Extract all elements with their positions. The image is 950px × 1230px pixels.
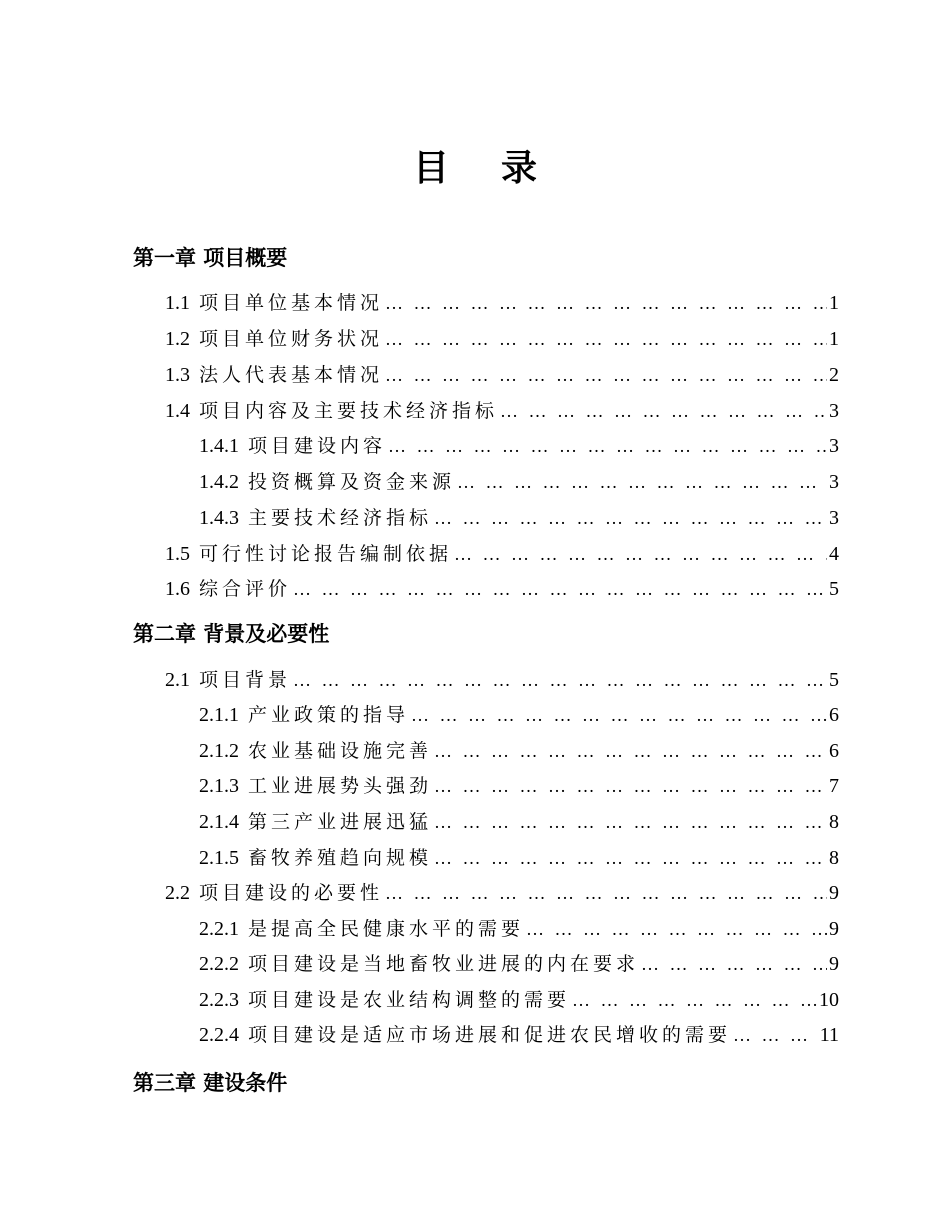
- dot-leader: [500, 396, 827, 426]
- toc-entry-1-6[interactable]: [165, 574, 839, 604]
- dot-leader: [526, 914, 827, 944]
- dot-leader: [454, 539, 827, 569]
- toc-entry-1-1[interactable]: [165, 288, 839, 318]
- toc-entry-page: 10: [819, 989, 839, 1011]
- toc-entry-1-4[interactable]: [165, 396, 839, 426]
- toc-entry-number: 2.2.2: [199, 953, 239, 975]
- toc-entry-2-1-3[interactable]: [199, 771, 839, 801]
- toc-entry-2-2-1[interactable]: [199, 914, 839, 944]
- toc-entry-label: 项目单位基本情况: [199, 292, 384, 314]
- toc-entry-number: 1.5: [165, 543, 190, 565]
- dot-leader: [411, 700, 827, 730]
- dot-leader: [385, 324, 827, 354]
- toc-entry-page: 1: [829, 328, 839, 350]
- dot-leader: [434, 503, 827, 533]
- toc-entry-number: 1.6: [165, 578, 190, 600]
- toc-entry-number: 2.1: [165, 669, 190, 691]
- toc-entry-page: 2: [829, 364, 839, 386]
- toc-entry-1-3[interactable]: [165, 360, 839, 390]
- toc-entry-label: 投资概算及资金来源: [248, 471, 456, 493]
- dot-leader: [385, 360, 827, 390]
- toc-entry-page: 3: [829, 435, 839, 457]
- toc-entry-2-1-1[interactable]: [199, 700, 839, 730]
- toc-entry-page: 3: [829, 400, 839, 422]
- toc-entry-number: 2.2.3: [199, 989, 239, 1011]
- chapter-heading-1[interactable]: 第一章 项目概要: [133, 246, 288, 270]
- toc-entry-page: 5: [829, 669, 839, 691]
- toc-entry-page: 6: [829, 704, 839, 726]
- chapter-heading-3[interactable]: 第三章 建设条件: [133, 1071, 288, 1095]
- toc-entry-number: 2.1.2: [199, 740, 239, 762]
- toc-entry-label: 项目建设内容: [248, 435, 387, 457]
- dot-leader: [293, 574, 827, 604]
- toc-entry-number: 1.4: [165, 400, 190, 422]
- toc-entry-number: 2.2: [165, 882, 190, 904]
- toc-entry-label: 是提高全民健康水平的需要: [248, 918, 525, 940]
- toc-entry-label: 项目单位财务状况: [199, 328, 384, 350]
- toc-entry-label: 主要技术经济指标: [248, 507, 433, 529]
- title-part-1: 目: [412, 148, 449, 189]
- toc-entry-number: 1.4.3: [199, 507, 239, 529]
- toc-entry-2-1-2[interactable]: [199, 736, 839, 766]
- toc-entry-label: 可行性讨论报告编制依据: [199, 543, 453, 565]
- toc-entry-label: 综合评价: [199, 578, 292, 600]
- toc-entry-page: 1: [829, 292, 839, 314]
- dot-leader: [388, 431, 827, 461]
- toc-entry-2-2-4[interactable]: [199, 1020, 839, 1050]
- toc-entry-1-4-2[interactable]: [199, 467, 839, 497]
- toc-entry-number: 1.4.2: [199, 471, 239, 493]
- dot-leader: [434, 807, 827, 837]
- toc-entry-number: 1.1: [165, 292, 190, 314]
- toc-entry-page: 8: [829, 811, 839, 833]
- dot-leader: [434, 771, 827, 801]
- toc-entry-label: 项目内容及主要技术经济指标: [199, 400, 499, 422]
- toc-entry-label: 第三产业进展迅猛: [248, 811, 433, 833]
- toc-entry-1-4-1[interactable]: [199, 431, 839, 461]
- toc-entry-page: 9: [829, 918, 839, 940]
- toc-entry-number: 2.1.1: [199, 704, 239, 726]
- toc-entry-2-1-5[interactable]: [199, 843, 839, 873]
- toc-entry-label: 项目背景: [199, 669, 292, 691]
- toc-entry-number: 1.3: [165, 364, 190, 386]
- toc-entry-label: 项目建设是适应市场进展和促进农民增收的需要: [248, 1024, 732, 1046]
- toc-entry-number: 2.1.5: [199, 847, 239, 869]
- toc-entry-page: 7: [829, 775, 839, 797]
- toc-entry-label: 产业政策的指导: [248, 704, 410, 726]
- toc-entry-1-2[interactable]: [165, 324, 839, 354]
- toc-entry-page: 4: [829, 543, 839, 565]
- toc-entry-2-2-3[interactable]: [199, 985, 839, 1015]
- toc-entry-2-1[interactable]: [165, 665, 839, 695]
- toc-entry-label: 项目建设是当地畜牧业进展的内在要求: [248, 953, 640, 975]
- toc-entry-page: 5: [829, 578, 839, 600]
- dot-leader: [572, 985, 817, 1015]
- toc-entry-label: 工业进展势头强劲: [248, 775, 433, 797]
- chapter-heading-2[interactable]: 第二章 背景及必要性: [133, 622, 330, 646]
- dot-leader: [641, 949, 827, 979]
- toc-entry-number: 2.2.4: [199, 1024, 239, 1046]
- toc-entry-page: 6: [829, 740, 839, 762]
- toc-entry-page: 8: [829, 847, 839, 869]
- toc-entry-page: 9: [829, 953, 839, 975]
- dot-leader: [733, 1020, 818, 1050]
- toc-entry-page: 3: [829, 507, 839, 529]
- toc-entry-number: 2.1.3: [199, 775, 239, 797]
- toc-entry-1-5[interactable]: [165, 539, 839, 569]
- toc-entry-1-4-3[interactable]: [199, 503, 839, 533]
- toc-entry-number: 2.1.4: [199, 811, 239, 833]
- toc-entry-label: 法人代表基本情况: [199, 364, 384, 386]
- dot-leader: [457, 467, 827, 497]
- toc-entry-label: 农业基础设施完善: [248, 740, 433, 762]
- toc-entry-page: 3: [829, 471, 839, 493]
- toc-entry-number: 1.2: [165, 328, 190, 350]
- toc-entry-label: 畜牧养殖趋向规模: [248, 847, 433, 869]
- toc-entry-label: 项目建设是农业结构调整的需要: [248, 989, 571, 1011]
- toc-entry-2-2[interactable]: [165, 878, 839, 908]
- toc-entry-page: 11: [819, 1024, 839, 1046]
- toc-entry-number: 1.4.1: [199, 435, 239, 457]
- dot-leader: [385, 288, 827, 318]
- dot-leader: [385, 878, 827, 908]
- toc-entry-number: 2.2.1: [199, 918, 239, 940]
- toc-entry-2-2-2[interactable]: [199, 949, 839, 979]
- dot-leader: [434, 843, 827, 873]
- toc-entry-2-1-4[interactable]: [199, 807, 839, 837]
- toc-entry-page: 9: [829, 882, 839, 904]
- dot-leader: [434, 736, 827, 766]
- toc-entry-label: 项目建设的必要性: [199, 882, 384, 904]
- title-part-2: 录: [501, 148, 538, 189]
- dot-leader: [293, 665, 827, 695]
